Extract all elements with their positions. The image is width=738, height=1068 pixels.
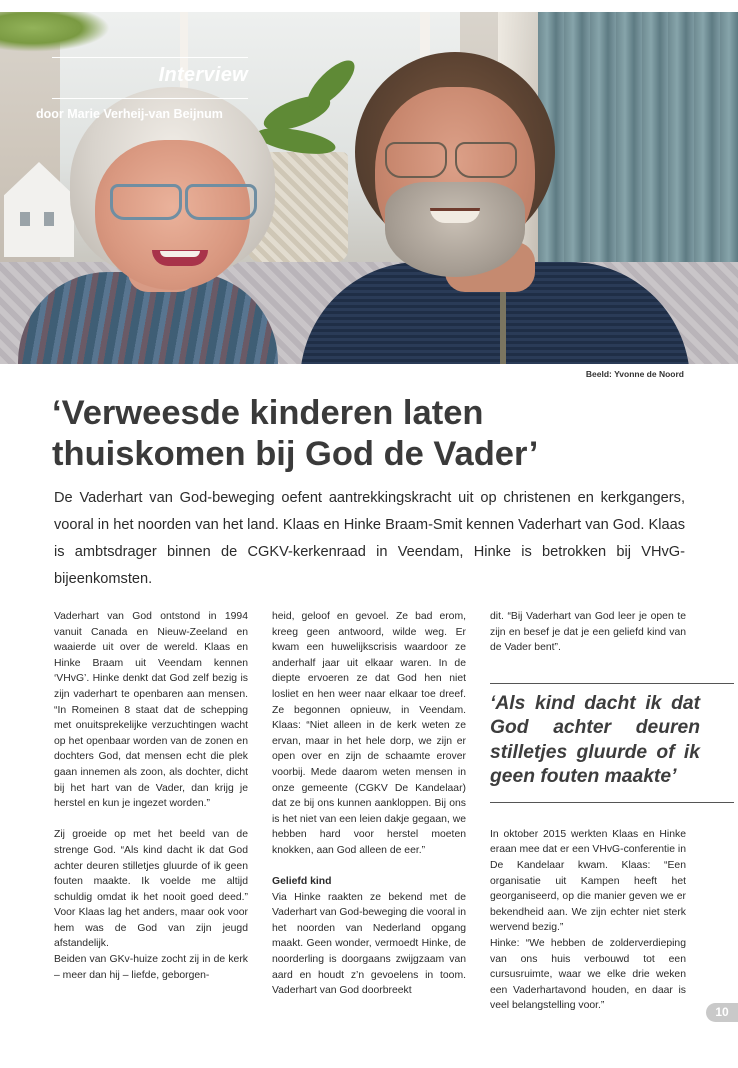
column-1: [54, 609, 248, 983]
body-paragraph: Vaderhart van God ontstond in 1994 vanuit Canada en Nieuw-Zeeland en waaierde uit over de wereld. Klaas en Hinke Braam uit Veendam kennen ‘VHvG’. Hinke denkt dat God zelf bezig is zijn vaderhart te openbaren aan mensen. “In Romeinen 8 staat dat de schepping met onuitsprekelijke verzuchtingen wacht op het openbaar worden van de zonen en dochters God, dat mensen echt die plek gaan innemen als zoon, als dochter, dicht bij het hart van de Vader, dan krijg je herstel en kun je ingezet worden.”: [54, 611, 248, 810]
section-label: Interview: [158, 64, 248, 86]
woman-glasses-right: [185, 184, 257, 220]
decor-house-window: [44, 212, 54, 226]
body-paragraph: Zij groeide op met het beeld van de strenge God. “Als kind dacht ik dat God achter deuren stilletjes gluurde of ik geen fouten maakte. Ik voelde me altijd schuldig omdat ik het nooit goed deed.” Voor Klaas lag het anders, maar ook voor hem was de God van zijn jeugd afstandelijk.: [54, 829, 248, 950]
man-beard: [385, 182, 525, 277]
article-headline: [52, 393, 692, 475]
column-2: [272, 609, 466, 999]
decor-house-window: [20, 212, 30, 226]
body-paragraph: In oktober 2015 werkten Klaas en Hinke eraan mee dat er een VHvG-conferentie in De Kandelaar kwam. Klaas: “Een organisatie uit Kampen heeft het georganiseerd, op die manier geven we er bekendheid aan. We zijn echter niet sterk wervend bezig.”: [490, 828, 686, 934]
headline-line-1: ‘Verweesde kinderen laten: [52, 394, 484, 432]
plant-leaves: [0, 12, 110, 52]
author-byline: door Marie Verheij-van Beijnum: [36, 107, 223, 121]
pull-quote-box: [490, 683, 734, 803]
pull-quote: ‘Als kind dacht ik dat God achter deuren stilletjes gluurde of ik geen fouten maakte’: [490, 692, 700, 788]
page-number: 10: [706, 1003, 738, 1022]
column-3: [490, 609, 700, 1014]
man-mouth: [430, 208, 480, 223]
body-paragraph: Via Hinke raakten ze bekend met de Vaderhart van God-beweging die vooral in het noorden van Nederland opgang maakt. Geen wonder, vermoedt Hinke, de noorderling is doorgaans zwijgzaam van aard en houdt z’n gevoelens in toom. Vaderhart van God doorbreekt: [272, 891, 466, 997]
body-paragraph: dit. “Bij Vaderhart van God leer je open te zijn en besef je dat je een geliefd kind van de Vader bent”.: [490, 611, 686, 654]
man-glasses-right: [455, 142, 517, 178]
man-glasses-left: [385, 142, 447, 178]
section-rule-bottom: [52, 98, 248, 99]
photo-credit: Beeld: Yvonne de Noord: [585, 369, 684, 379]
body-paragraph: heid, geloof en gevoel. Ze bad erom, kreeg geen antwoord, wilde weg. Er kwam een huwelijkscrisis waardoor ze anderhalf jaar uit elkaar waren. In de diepte ervoeren ze dat God hen niet losliet en hen weer naar elkaar toe dreef. Ze begonnen opnieuw, in Veendam. Klaas: “Niet alleen in de kerk weten ze ervan, maar in het hele dorp, we zijn er open over en zijn de schaamte erover voorbij. Mede daarom weten mensen in onze gemeente (CGKV De Kandelaar) dat ze bij ons kunnen aankloppen. Bij ons is het niet van een leien dakje gegaan, we hebben hard voor herstel moeten knokken, aan God alleen de eer.”: [272, 611, 466, 856]
section-rule-top: [52, 57, 248, 58]
body-paragraph: Beiden van GKv-huize zocht zij in de kerk – meer dan hij – liefde, geborgen-: [54, 954, 248, 981]
body-paragraph: Hinke: “We hebben de zolderverdieping van ons huis verbouwd tot een cursusruimte, waar we elke drie weken een Vaderhartavond houden, en daar is veel belangstelling voor.”: [490, 937, 686, 1012]
headline-line-2: thuiskomen bij God de Vader’: [52, 435, 539, 473]
woman-teeth: [160, 251, 200, 257]
article-lead: De Vaderhart van God-beweging oefent aantrekkingskracht uit op christenen en kerkgangers, vooral in het noorden van het land. Klaas en Hinke Braam-Smit kennen Vaderhart van God. Klaas is ambtsdrager binnen de CGKV-kerkenraad in Veendam, Hinke is betrokken bij VHvG-bijeenkomsten.: [54, 490, 685, 587]
man-zipper: [500, 282, 506, 364]
woman-glasses-left: [110, 184, 182, 220]
subheading: Geliefd kind: [272, 876, 332, 888]
